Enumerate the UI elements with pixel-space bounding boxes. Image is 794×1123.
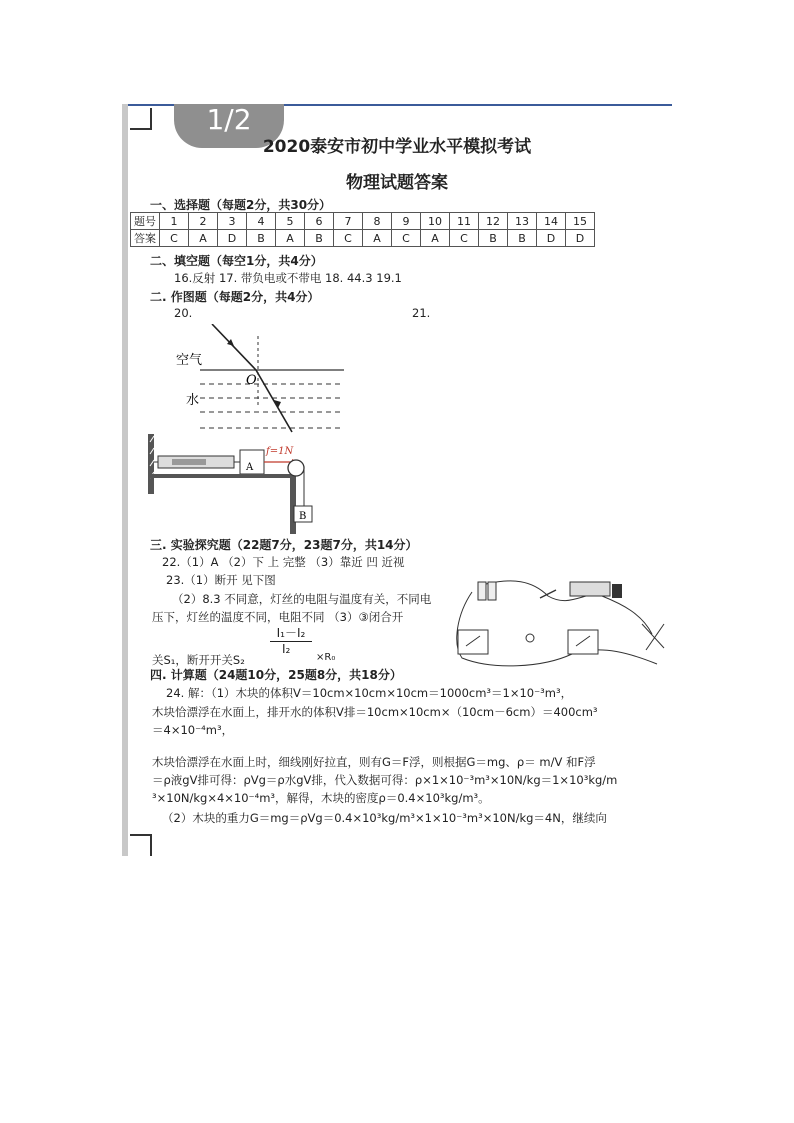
q21-label: 21. xyxy=(412,306,431,320)
document-title: 2020泰安市初中学业水平模拟考试 xyxy=(262,137,532,157)
answer-cell: D xyxy=(218,230,247,247)
friction-label: f=1N xyxy=(266,446,294,457)
table-row xyxy=(131,230,595,247)
wire xyxy=(602,596,652,634)
answer-cell: A xyxy=(421,230,450,247)
refracted-ray xyxy=(256,370,292,432)
q20-label: 20. xyxy=(174,306,193,320)
bottom-corner-mark xyxy=(130,834,152,856)
battery xyxy=(488,582,496,600)
choice-answer-table xyxy=(130,212,595,247)
question-number: 4 xyxy=(247,213,276,230)
q23-part2-line3: 关S₁，断开开关S₂ xyxy=(152,653,245,667)
answer-cell: A xyxy=(276,230,305,247)
answer-cell: B xyxy=(479,230,508,247)
section-drawing-heading: 二. 作图题（每题2分，共4分） xyxy=(150,290,320,304)
question-number: 1 xyxy=(160,213,189,230)
left-binding-strip xyxy=(122,104,128,856)
page-indicator[interactable]: 1/2 xyxy=(174,104,284,148)
q24-line5: ＝ρ液gV排可得：ρVg＝ρ水gV排，代入数据可得：ρ×1×10⁻³m³×10N/kg＝1×10³kg/m xyxy=(152,773,618,787)
q23-part2-line1: （2）8.3 不同意，灯丝的电阻与温度有关，不同电 xyxy=(172,592,432,606)
answer-cell: A xyxy=(363,230,392,247)
question-number: 8 xyxy=(363,213,392,230)
answer-cell: D xyxy=(566,230,595,247)
block-a-label: A xyxy=(246,462,254,473)
point-o-label: O xyxy=(246,373,257,388)
voltmeter xyxy=(568,630,598,654)
refraction-diagram xyxy=(172,324,352,439)
q24-line4: 木块恰漂浮在水面上时，细线刚好拉直，则有G＝F浮，则根据G＝mg、ρ＝ m/V 和F浮 xyxy=(152,755,596,769)
fraction-tail: ×R₀ xyxy=(316,652,336,663)
answer-cell: C xyxy=(392,230,421,247)
answer-cell: C xyxy=(450,230,479,247)
circuit-sketch xyxy=(452,574,670,674)
q24-line3: ＝4×10⁻⁴m³， xyxy=(152,723,234,737)
question-number: 7 xyxy=(334,213,363,230)
lamp-holder xyxy=(612,584,622,598)
table-row xyxy=(131,213,595,230)
q24-line2: 木块恰漂浮在水面上，排开水的体积V排＝10cm×10cm×（10cm－6cm）＝400cm³ xyxy=(152,705,598,719)
q22-answer: 22.（1）A （2）下 上 完整 （3）靠近 凹 近视 xyxy=(162,555,405,569)
question-number: 6 xyxy=(305,213,334,230)
answer-cell: C xyxy=(334,230,363,247)
table-surface xyxy=(148,474,296,478)
top-corner-mark xyxy=(130,108,152,130)
wire xyxy=(642,624,664,648)
fill-answers: 16.反射 17. 带负电或不带电 18. 44.3 19.1 xyxy=(174,271,402,285)
answer-sheet-page xyxy=(122,104,672,856)
answer-cell: B xyxy=(305,230,334,247)
section-choice-heading: 一、选择题（每题2分，共30分） xyxy=(150,198,332,212)
section-experiment-heading: 三. 实验探究题（22题7分，23题7分，共14分） xyxy=(150,538,418,552)
answer-cell: C xyxy=(160,230,189,247)
rheostat xyxy=(570,582,610,596)
row-label: 答案 xyxy=(131,230,160,247)
q24-line6: ³×10N/kg×4×10⁻⁴m³，解得，木块的密度ρ＝0.4×10³kg/m³。 xyxy=(152,791,490,805)
answer-cell: B xyxy=(508,230,537,247)
question-number: 9 xyxy=(392,213,421,230)
switch-s2 xyxy=(526,634,534,642)
question-number: 14 xyxy=(537,213,566,230)
question-number: 11 xyxy=(450,213,479,230)
q24-line1: 24. 解：（1）木块的体积V＝10cm×10cm×10cm＝1000cm³＝1×10⁻³m³， xyxy=(166,686,573,700)
water-label: 水 xyxy=(186,393,200,408)
question-number: 15 xyxy=(566,213,595,230)
incident-ray xyxy=(212,324,256,370)
q23-part2-line2: 压下，灯丝的温度不同，电阻不同 （3）③闭合开 xyxy=(152,610,404,624)
question-number: 3 xyxy=(218,213,247,230)
section-fill-heading: 二、填空题（每空1分，共4分） xyxy=(150,254,323,268)
ammeter xyxy=(458,630,488,654)
wire xyxy=(457,592,657,666)
fraction-denominator: I₂ xyxy=(282,642,291,656)
fraction-numerator: I₁－I₂ xyxy=(270,624,312,642)
section-calculation-heading: 四. 计算题（24题10分，25题8分，共18分） xyxy=(150,668,402,682)
spring-scale-rod xyxy=(172,459,206,465)
pulley xyxy=(288,460,304,476)
block-b-label: B xyxy=(299,511,307,522)
air-label: 空气 xyxy=(176,353,203,368)
battery xyxy=(478,582,486,600)
answer-cell: A xyxy=(189,230,218,247)
row-label: 题号 xyxy=(131,213,160,230)
pulley-diagram xyxy=(148,434,318,534)
q23-part1: 23.（1）断开 见下图 xyxy=(166,573,276,587)
document-subtitle: 物理试题答案 xyxy=(346,173,448,193)
answer-cell: D xyxy=(537,230,566,247)
question-number: 13 xyxy=(508,213,537,230)
answer-cell: B xyxy=(247,230,276,247)
question-number: 2 xyxy=(189,213,218,230)
question-number: 12 xyxy=(479,213,508,230)
question-number: 5 xyxy=(276,213,305,230)
q24-line7: （2）木块的重力G＝mg＝ρVg＝0.4×10³kg/m³×1×10⁻³m³×10N/kg＝4N，继续向 xyxy=(162,811,607,825)
question-number: 10 xyxy=(421,213,450,230)
